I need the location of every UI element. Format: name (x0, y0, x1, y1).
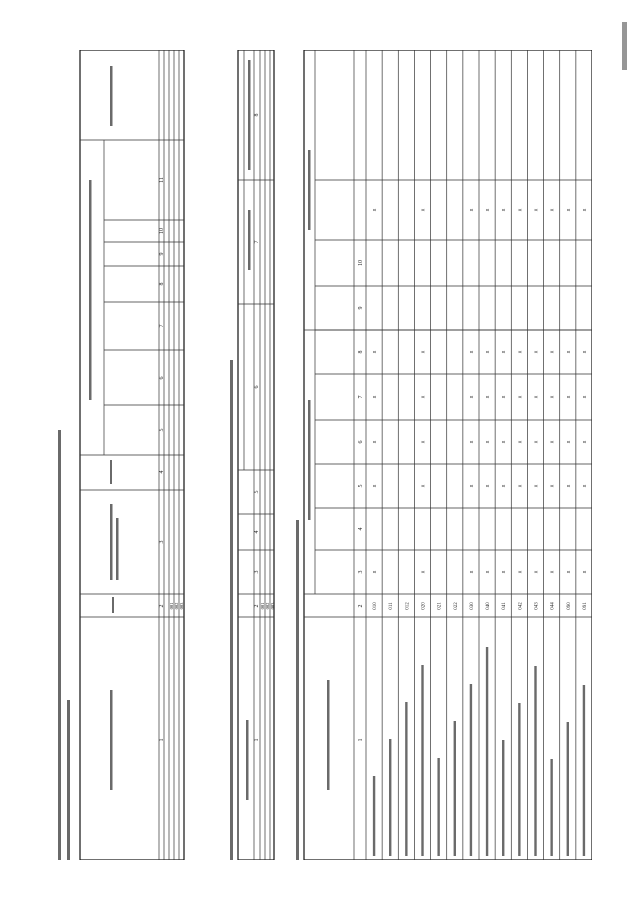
table-3 (304, 50, 592, 860)
table-3-cross-mark: x (517, 484, 524, 488)
table-3-row-label (583, 685, 585, 856)
table-3-column-number: 3 (358, 570, 364, 574)
table-3-column-number: 7 (358, 395, 364, 399)
table-3-cross-mark: x (581, 440, 588, 444)
table-3-header-label (308, 150, 330, 790)
table-1-column-number: 5 (159, 428, 165, 432)
table-3-row-code: 022 (453, 602, 459, 610)
table-3-cross-mark: x (420, 484, 427, 488)
table-3-cross-mark: x (549, 570, 556, 574)
table-3-row-label (550, 759, 552, 856)
table-1-column-number: 6 (159, 376, 165, 380)
table-3-row-label (389, 739, 391, 856)
table-3-column-number: 6 (358, 440, 364, 444)
table-3-row-code: 044 (550, 602, 556, 610)
table-1-column-number: 2 (159, 604, 165, 608)
table-3-column-number: 8 (358, 350, 364, 354)
table-3-row-label (534, 666, 536, 856)
table-3-cross-mark: x (517, 570, 524, 574)
table-3-cross-mark: x (517, 440, 524, 444)
table-3-cross-mark: x (485, 570, 492, 574)
table-2-column-number: 8 (254, 113, 260, 117)
table-3-grid (315, 50, 592, 860)
table-3-cross-mark: x (565, 208, 572, 212)
table-3-cross-mark: x (533, 484, 540, 488)
table-3-row-code: 091 (582, 602, 588, 610)
table-1-row-codes (169, 602, 184, 610)
table-3-cross-mark: x (420, 208, 427, 212)
table-2-column-number: 3 (254, 570, 260, 574)
table-2-column-number: 4 (254, 530, 260, 534)
table-3-column-number: 2 (358, 604, 364, 608)
table-3-row-label (454, 721, 456, 856)
table-2-row-code: 001 (260, 602, 265, 610)
table-3-cross-mark: x (533, 395, 540, 399)
table-3-column-numbers (358, 260, 364, 742)
table-1-column-number: 9 (159, 252, 165, 256)
table-3-cross-mark: x (565, 570, 572, 574)
table-3-cross-mark: x (501, 395, 508, 399)
table-1-column-number: 3 (159, 540, 165, 544)
section-heading-3 (296, 520, 299, 860)
table-3-row-label (421, 665, 423, 856)
table-3-row-code: 090 (566, 602, 572, 610)
table-3-row-code: 041 (502, 602, 508, 610)
table-3-cross-mark: x (517, 395, 524, 399)
table-3-cross-marks (372, 208, 588, 573)
table-3-row-label (567, 722, 569, 856)
table-3-cross-mark: x (485, 208, 492, 212)
table-3-cross-mark: x (468, 440, 475, 444)
table-3-cross-mark: x (581, 350, 588, 354)
table-3-cross-mark: x (420, 395, 427, 399)
table-3-row-label (502, 740, 504, 856)
table-3-cross-mark: x (372, 208, 379, 212)
table-2-row-codes (260, 602, 275, 610)
table-3-cross-mark: x (517, 350, 524, 354)
table-2-column-number: 1 (254, 738, 260, 742)
table-1-column-number: 10 (159, 228, 165, 234)
form-tables (52, 50, 592, 860)
table-3-cross-mark: x (468, 350, 475, 354)
table-2-row-code: 003 (270, 602, 275, 610)
table-3-cross-mark: x (372, 440, 379, 444)
table-3-column-number: 4 (358, 527, 364, 531)
table-3-cross-mark: x (468, 395, 475, 399)
table-3-row-code: 043 (534, 602, 540, 610)
table-3-row-code: 042 (518, 602, 524, 610)
table-1-row-code: 003 (179, 602, 184, 610)
table-3-cross-mark: x (533, 208, 540, 212)
table-3-cross-mark: x (501, 208, 508, 212)
table-3-row-code: 020 (421, 602, 427, 610)
table-1-row-code: 001 (169, 602, 174, 610)
rotated-form-content (52, 50, 592, 860)
table-1-column-number: 1 (159, 738, 165, 742)
table-3-row-code: 030 (469, 602, 475, 610)
table-2-column-number: 7 (254, 240, 260, 244)
table-3-cross-mark: x (485, 395, 492, 399)
table-3-cross-mark: x (565, 484, 572, 488)
form-stamp (622, 22, 627, 70)
table-1-column-number: 11 (159, 177, 165, 183)
table-3-row-codes (373, 602, 588, 610)
table-3-cross-mark: x (372, 350, 379, 354)
table-3-cross-mark: x (565, 440, 572, 444)
table-3-row-label (470, 684, 472, 856)
table-3-cross-mark: x (549, 484, 556, 488)
table-3-row-label (405, 702, 407, 856)
table-1-row-code: 002 (174, 602, 179, 610)
table-3-row-code: 010 (373, 602, 379, 610)
table-3-row-code: 011 (389, 602, 395, 610)
table-2-column-numbers (254, 114, 260, 742)
table-1-column-number: 4 (159, 470, 165, 474)
table-2-column-number: 2 (254, 604, 260, 608)
table-3-row-code: 012 (405, 602, 411, 610)
table-3-column-number: 5 (358, 484, 364, 488)
table-3-column-number: 9 (358, 306, 364, 310)
table-3-cross-mark: x (485, 484, 492, 488)
table-1-column-number: 7 (159, 324, 165, 328)
table-3-cross-mark: x (501, 440, 508, 444)
table-3-row-label (373, 776, 375, 856)
table-3-cross-mark: x (485, 440, 492, 444)
table-1-column-number: 8 (159, 282, 165, 286)
table-2-column-number: 6 (254, 385, 260, 389)
table-3-cross-mark: x (501, 484, 508, 488)
table-2 (238, 50, 275, 860)
table-3-cross-mark: x (549, 208, 556, 212)
table-3-cross-mark: x (420, 350, 427, 354)
table-3-cross-mark: x (468, 208, 475, 212)
table-3-cross-mark: x (581, 395, 588, 399)
section-heading-2 (230, 360, 233, 860)
table-3-row-code: 021 (437, 602, 443, 610)
table-3-cross-mark: x (468, 570, 475, 574)
table-3-cross-mark: x (372, 395, 379, 399)
table-3-cross-mark: x (581, 570, 588, 574)
table-3-cross-mark: x (549, 395, 556, 399)
section-heading-1 (58, 430, 70, 860)
table-3-cross-mark: x (581, 484, 588, 488)
table-3-cross-mark: x (533, 350, 540, 354)
table-2-row-code: 002 (265, 602, 270, 610)
table-3-column-number: 10 (358, 260, 364, 266)
table-3-cross-mark: x (420, 570, 427, 574)
table-3-row-code: 040 (486, 602, 492, 610)
table-3-cross-mark: x (468, 484, 475, 488)
table-3-cross-mark: x (549, 350, 556, 354)
table-3-cross-mark: x (533, 570, 540, 574)
table-3-cross-mark: x (565, 395, 572, 399)
table-2-column-number: 5 (254, 490, 260, 494)
table-2-header-label (246, 60, 251, 800)
table-3-cross-mark: x (549, 440, 556, 444)
table-3-cross-mark: x (565, 350, 572, 354)
table-3-cross-mark: x (533, 440, 540, 444)
table-3-column-number: 1 (358, 738, 364, 742)
table-3-cross-mark: x (372, 570, 379, 574)
table-3-cross-mark: x (501, 350, 508, 354)
table-3-row-label (518, 703, 520, 856)
table-3-cross-mark: x (501, 570, 508, 574)
table-3-cross-mark: x (581, 208, 588, 212)
table-1 (80, 50, 184, 860)
table-3-row-label (437, 758, 439, 856)
table-3-cross-mark: x (372, 484, 379, 488)
table-3-cross-mark: x (420, 440, 427, 444)
table-3-cross-mark: x (517, 208, 524, 212)
table-3-row-label (486, 647, 488, 856)
table-3-cross-mark: x (485, 350, 492, 354)
